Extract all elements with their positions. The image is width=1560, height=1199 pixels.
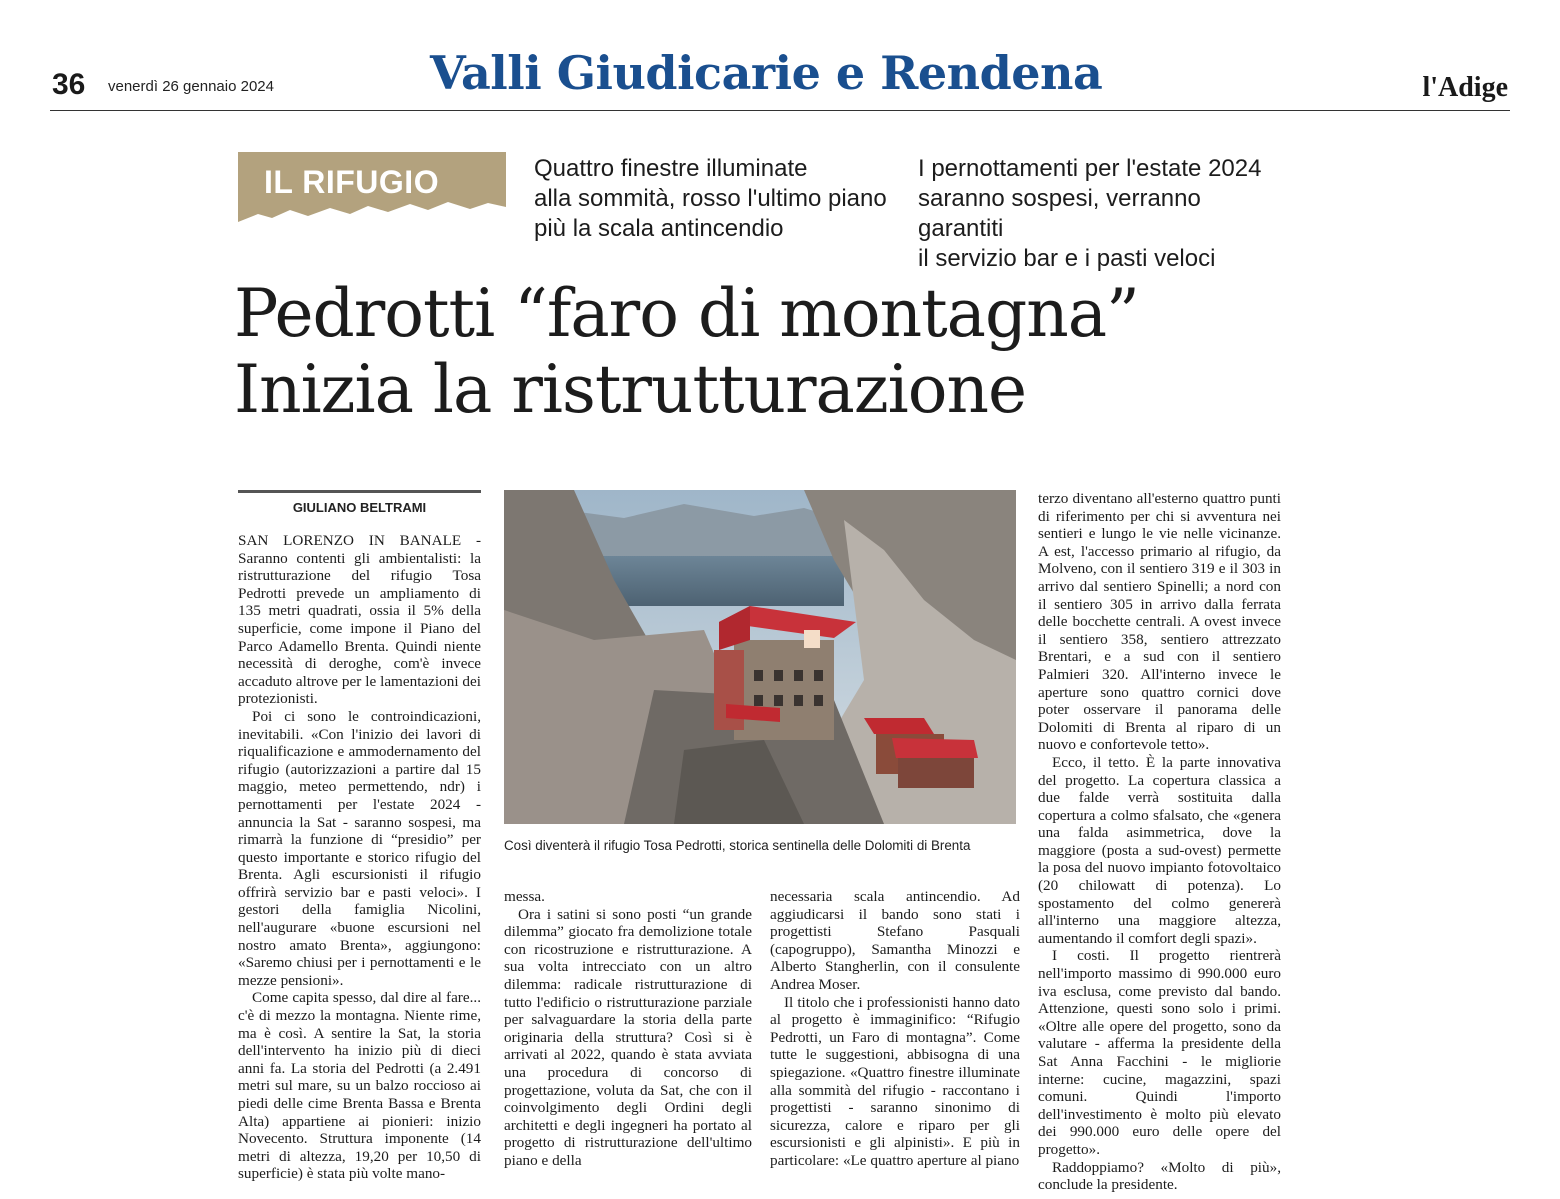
page-number: 36 xyxy=(52,68,86,101)
article-column-3 xyxy=(770,888,1020,1169)
paragraph: SAN LORENZO IN BANALE - Saranno contenti gli ambientalisti: la ristrutturazione del rifugio Tosa Pedrotti prevede un ampliamento di 135 metri quadrati, ossia il 5% della superficie, come impone il Piano del Parco Adamello Brenta. Quindi niente necessità di deroghe, com'è invece accaduto altrove per le lamentazioni dei protezionisti. xyxy=(238,532,481,708)
article-column-1 xyxy=(238,532,481,1183)
photo-caption: Così diventerà il rifugio Tosa Pedrotti, storica sentinella delle Dolomiti di Brenta xyxy=(504,838,971,853)
headline-line-1: Pedrotti “faro di montagna” xyxy=(234,275,1139,352)
masthead-logo: l'Adige xyxy=(1422,72,1508,103)
byline-rule xyxy=(238,490,481,493)
article-column-2 xyxy=(504,888,752,1169)
section-title: Valli Giudicarie e Rendena xyxy=(430,46,1103,100)
subheading-1: Quattro finestre illuminate alla sommità, rosso l'ultimo piano più la scala antincendio xyxy=(534,155,887,242)
paragraph: necessaria scala antincendio. Ad aggiudicarsi il bando sono stati i progettisti Stefano Pasquali (capogruppo), Samantha Minozzi e Alberto Stangherlin, con il consulente Andrea Moser. xyxy=(770,888,1020,993)
header-rule xyxy=(50,110,1510,111)
paragraph: Ecco, il tetto. È la parte innovativa del progetto. La copertura classica a due falde verrà sostituita dalla copertura a colmo sfalsato, che «genera una falda asimmetrica, dove la maggiore (posta a sud-ovest) permette la posa del nuovo impianto fotovoltaico (20 chilowatt di potenza). Lo spostamento del colmo genererà all'interno una maggiore altezza, aumentando il comfort degli spazi». xyxy=(1038,753,1281,947)
byline: GIULIANO BELTRAMI xyxy=(292,500,427,515)
paragraph: Come capita spesso, dal dire al fare... c'è di mezzo la montagna. Niente rime, ma è così. A sentire la Sat, la storia dell'intervento ha inizio più di dieci anni fa. La storia del Pedrotti (a 2.491 metri sul mare, su un balzo roccioso ai piedi delle cime Brenta Bassa e Brenta Alta) appartiene ai pionieri: inizio Novecento. Struttura imponente (14 metri di altezza, 19,20 per 10,50 di superficie) è stata più volte mano- xyxy=(238,989,481,1183)
headline xyxy=(234,276,1139,428)
subheading-2: I pernottamenti per l'estate 2024 saranno sospesi, verranno garantiti il servizio bar e i pasti veloci xyxy=(918,155,1262,272)
headline-line-2: Inizia la ristrutturazione xyxy=(234,351,1027,428)
paragraph: Raddoppiamo? «Molto di più», conclude la presidente. xyxy=(1038,1158,1281,1194)
paragraph: Ora i satini si sono posti “un grande dilemma” giocato fra demolizione totale con ricostruzione e ristrutturazione. A sua volta intrecciato con un altro dilemma: radicale ristrutturazione di tutto l'edificio o ristrutturazione parziale per salvaguardare la storia della parte originaria della struttura? Così si è arrivati al 2022, quando è stata avviata una procedura di concorso di progettazione, voluta da Sat, che con il coinvolgimento degli Ordini degli architetti e degli ingegneri ha portato al progetto di ristrutturazione dell'ultimo piano e della xyxy=(504,905,752,1169)
paragraph: messa. xyxy=(504,888,545,905)
paragraph: I costi. Il progetto rientrerà nell'importo massimo di 990.000 euro iva esclusa, come previsto dal bando. Attenzione, questi sono solo i primi. «Oltre alle opere del progetto, sono da valutare - afferma la presidente della Sat Anna Facchini - le migliorie interne: cucine, magazzini, spazi comuni. Quindi l'importo dell'investimento è molto più elevato dei 990.000 euro delle opere del progetto». xyxy=(1038,947,1281,1158)
article-column-4 xyxy=(1038,490,1281,1194)
kicker-block xyxy=(238,152,506,248)
kicker-label: IL RIFUGIO xyxy=(264,164,440,200)
paragraph: Poi ci sono le controindicazioni, inevitabili. «Con l'inizio dei lavori di riqualificazione e ammodernamento del rifugio (autorizzazioni a partire dal 15 maggio, meteo permettendo, ndr) i pernottamenti per l'estate 2024 - annuncia la Sat - saranno sospesi, ma rimarrà la funzione di “presidio” per questo importante e storico rifugio del Brenta. Agli escursionisti il rifugio offrirà servizio bar e pasti veloci». I gestori della famiglia Nicolini, nell'augurare «buone escursioni nel nostro amato Brenta», aggiungono: «Saremo chiusi per i pernottamenti e le mezze pensioni». xyxy=(238,707,481,989)
issue-date: venerdì 26 gennaio 2024 xyxy=(108,78,274,95)
paragraph: terzo diventano all'esterno quattro punti di riferimento per chi si avventura nei sentieri e lungo le vie nelle vicinanze. A est, l'accesso primario al rifugio, da Molveno, con il sentiero 319 e il 303 in arrivo dal sentiero Spinelli; a nord con il sentiero 305 in arrivo dalla ferrata delle bocchette centrali. A ovest invece il sentiero 358, sentiero attrezzato Brentari, e a sud con il sentiero Palmieri 320. All'interno invece le aperture sono quattro cornici dove poter osservare il panorama delle Dolomiti di Brenta al riparo di un nuovo e confortevole tetto». xyxy=(1038,490,1281,754)
refuge-rendering-photo xyxy=(504,490,1016,824)
paragraph: Il titolo che i professionisti hanno dato al progetto è immaginifico: “Rifugio Pedrotti, un Faro di montagna”. Come tutte le suggestioni, abbisogna di una spiegazione. «Quattro finestre illuminate alla sommità del rifugio - raccontano i progettisti - saranno sinonimo di sicurezza, calore e riparo per gli escursionisti e gli alpinisti». E più in particolare: «Le quattro aperture al piano xyxy=(770,993,1020,1169)
